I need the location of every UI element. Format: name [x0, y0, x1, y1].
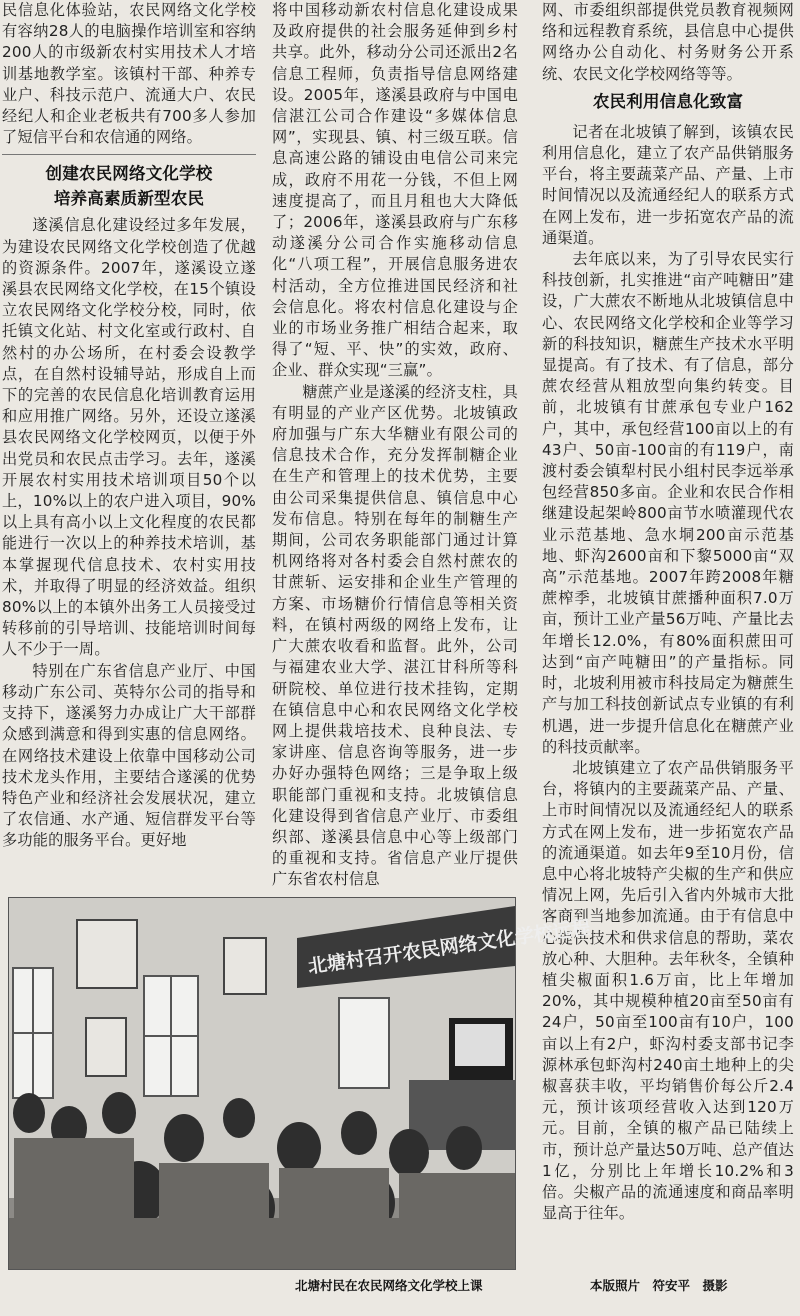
classroom-photo: [8, 897, 592, 1270]
section-heading-1: [2, 161, 256, 211]
paragraph: 糖蔗产业是遂溪的经济支柱，具有明显的产业产区优势。北坡镇政府加强与广东大华糖业有限公司的信息技术合作，充分发挥制糖企业在生产和管理上的技术优势，主要由公司采集提供信息、镇信息中心发布信息。特别在每年的制糖生产期间，公司农务职能部门通过计算机网络将对各村委会自然村蔗农的甘蔗斩、运安排和企业生产管理的方案、市场糖价行情信息等相关资料，在镇村两级的网络上发布，让广大蔗农收看和监督。此外，公司与福建农业大学、湛江甘科所等科研院校、单位进行技术挂钩，定期在镇信息中心和农民网络文化学校网上提供栽培技术、良种良法、专家讲座、信息咨询等服务，进一步办好办强特色网络；三是争取上级职能部门重视和支持。北坡镇信息化建设得到省信息产业厅、市委组织部、遂溪县信息中心等上级部门的重视和支持。省信息产业厅提供广东省农村信息: [272, 382, 518, 889]
paragraph: 网、市委组织部提供党员教育视频网络和远程教育系统，县信息中心提供网络办公自动化、村务财务公开系统、农民文化学校网络等等。: [542, 1, 794, 83]
notice-board: [77, 920, 137, 988]
paragraph: 记者在北坡镇了解到，该镇农民利用信息化，建立了农产品供销服务平台，将主要蔬菜产品、产量、上市时间情况以及流通经纪人的联系方式在网上发布，进一步拓宽农产品的流通渠道。: [542, 122, 794, 247]
paragraph: 北坡镇建立了农产品供销服务平台，将镇内的主要蔬菜产品、产量、上市时间情况以及流通经纪人的联系方式在网上发布，进一步拓宽农产品的流通渠道。如去年9至10月份，信息中心将北坡特产尖椒的生产和供应情况上网，先后引入省内外城市大批客商到当地参加流通。由于有信息中心提供技术和供求信息的帮助，菜农放心种、大胆种。去年秋冬，全镇种植尖椒面积1.6万亩，比上年增加20%，其中规模种植20亩至50亩有24户，50亩至100亩有10户，100亩以上有2户，虾沟村委支部书记李源林承包虾沟村240亩土地种上的尖椒喜获丰收，平均销售价每公斤2.4元，预计该项经营收入达到120万元。目前，全镇的椒产品已陆续上市，预计总产量达50万吨、总产值达1亿，分别比上年增长10.2%和3倍。尖椒产品的流通速度和商品率明显高于往年。: [542, 758, 794, 1223]
heading-line: 创建农民网络文化学校: [45, 164, 213, 184]
photo-credit: 本版照片 符安平 摄影: [590, 1278, 728, 1293]
article-column-3: [542, 0, 794, 1224]
heading-line: 培养高素质新型农民: [53, 189, 205, 209]
article-column-2: [272, 0, 518, 891]
notice-board: [224, 938, 266, 994]
tv-screen: [455, 1024, 505, 1066]
window: [339, 998, 389, 1088]
banner-text: 北塘村召开农民网络文化学校远程: [306, 916, 592, 978]
paragraph: 遂溪信息化建设经过多年发展，为建设农民网络文化学校创造了优越的资源条件。2007年，遂溪设立遂溪县农民网络文化学校，在15个镇设立农民网络文化学校分校，同时，依托镇文化站、村文化室或行政村、自然村的办公场所，在村委会设教学点，在自然村设辅导站，形成自上而下的完善的农民信息化培训教育运用和应用推广网络。另外，还设立遂溪县农民网络文化学校网页，以便于外出党员和农民点击学习。去年，遂溪开展农村实用技术培训项目50个以上，10%以上的农户进入项目，90%以上具有高小以上文化程度的农民都能进行一次以上的种养技术培训，基本掌握现代信息技术、农村实用技术，并取得了明显的经济效益。组织80%以上的本镇外出务工人员接受过转移前的引导培训、技能培训时间每人不少于一周。: [2, 216, 256, 659]
divider: [2, 154, 256, 155]
paragraph: 特别在广东省信息产业厅、中国移动广东公司、英特尔公司的指导和支持下，遂溪努力办成让广大干部群众感到满意和得到实惠的信息网络。在网络技术建设上依靠中国移动公司技术龙头作用，主要结合遂溪的优势特色产业和经济社会发展状况，建立了农信通、水产通、短信群发平台等多功能的服务平台。更好地: [2, 661, 256, 850]
photo-caption: 北塘村民在农民网络文化学校上课: [295, 1278, 483, 1293]
paragraph: 去年底以来，为了引导农民实行科技创新，扎实推进“亩产吨糖田”建设，广大蔗农不断地从北坡镇信息中心、农民网络文化学校和企业等学习新的科技知识，糖蔗生产技术水平明显提高。有了技术、有了信息，部分蔗农经营从粗放型向集约转变。目前，北坡镇有甘蔗承包专业户162户，其中，承包经营100亩以上的有43户、50亩-100亩的有119户，南渡村委会镇犁村民小组村民李远举承包经营850多亩。企业和农民合作相继建设起架岭800亩节水喷灌现代农业示范基地、急水垌200亩示范基地、虾沟2600亩和下黎5000亩“双高”示范基地。2007年跨2008年糖蔗榨季，北坡镇甘蔗播种面积7.0万亩，预计工业产量56万吨、产量比去年增长12.0%，有80%面积蔗田可达到“亩产吨糖田”的产量指标。同时，北坡利用被市科技局定为糖蔗生产与加工科技创新试点专业镇的有利机遇，进一步提升信息化在糖蔗产业的科技贡献率。: [542, 250, 794, 756]
paragraph: 民信息化体验站，农民网络文化学校有容纳28人的电脑操作培训室和容纳200人的市级新农村实用技术人才培训基地教学室。该镇村干部、种养专业户、科技示范户、流通大户、农民经纪人和企业老板共有700多人参加了短信平台和农信通的网络。: [2, 1, 256, 147]
notice-board: [86, 1018, 126, 1076]
paragraph: 将中国移动新农村信息化建设成果及政府提供的社会服务延伸到乡村共享。此外，移动分公司还派出2名信息工程师，负责指导信息网络建设。2005年，遂溪县政府与中国电信湛江公司合作建设“多媒体信息网”，实现县、镇、村三级互联。信息高速公路的铺设由电信公司来完成，政府不用花一分钱，不但上网速度提高了，而且月租也大大降低了；2006年，遂溪县政府与广东移动遂溪分公司合作实施移动信息化“八项工程”，开展信息服务进农村活动，全方位推进国民经济和社会信息化。将农村信息化建设与企业的市场业务推广相结合起来，取得了“短、平、快”的实效，政府、企业、群众实现“三赢”。: [272, 1, 518, 380]
classroom-photo-illustration: [9, 898, 592, 1269]
section-heading-2: 农民利用信息化致富: [592, 91, 744, 111]
article-column-1: [2, 0, 256, 852]
